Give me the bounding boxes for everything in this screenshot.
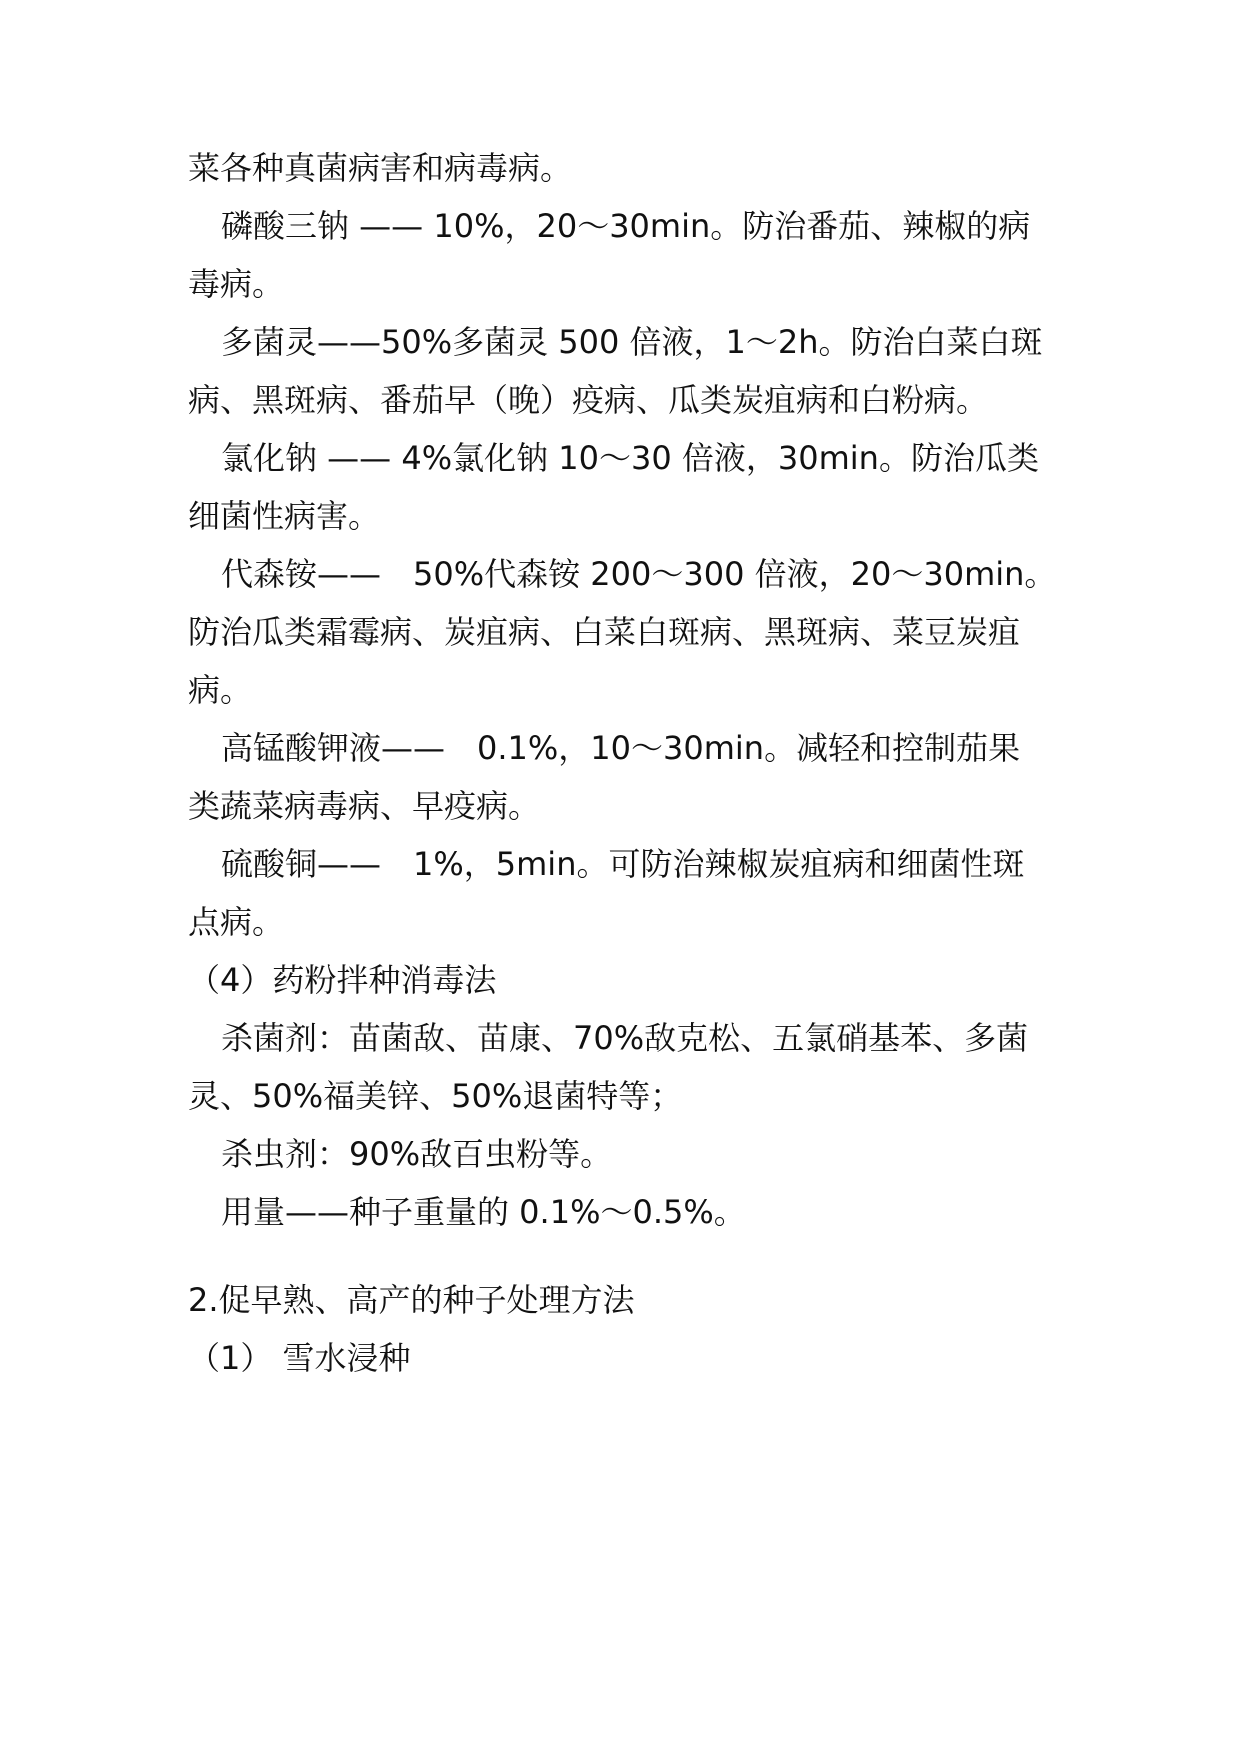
text-line-12: 类蔬菜病毒病、早疫病。: [188, 787, 541, 825]
text-line-1: 菜各种真菌病害和病毒病。: [188, 149, 573, 187]
text-line-8: 代森铵—— 50%代森铵 200～300 倍液，20～30min。: [221, 555, 1057, 593]
text-line-10: 病。: [188, 671, 253, 709]
section-heading-2: 2.促早熟、高产的种子处理方法: [188, 1281, 635, 1319]
text-line-18: 杀虫剂：90%敌百虫粉等。: [221, 1135, 613, 1173]
subsection-heading-1: （1） 雪水浸种: [188, 1339, 411, 1377]
text-line-6: 氯化钠 —— 4%氯化钠 10～30 倍液，30min。防治瓜类: [221, 439, 1039, 477]
text-line-5: 病、黑斑病、番茄早（晚）疫病、瓜类炭疽病和白粉病。: [188, 381, 989, 419]
text-line-3: 毒病。: [188, 265, 285, 303]
text-line-4: 多菌灵——50%多菌灵 500 倍液，1～2h。防治白菜白斑: [221, 323, 1043, 361]
text-line-14: 点病。: [188, 903, 285, 941]
text-line-2: 磷酸三钠 —— 10%，20～30min。防治番茄、辣椒的病: [221, 207, 1031, 245]
text-line-16: 杀菌剂：苗菌敌、苗康、70%敌克松、五氯硝基苯、多菌: [221, 1019, 1029, 1057]
text-line-13: 硫酸铜—— 1%，5min。可防治辣椒炭疽病和细菌性斑: [221, 845, 1025, 883]
text-line-11: 高锰酸钾液—— 0.1%，10～30min。减轻和控制茄果: [221, 729, 1021, 767]
text-line-9: 防治瓜类霜霉病、炭疽病、白菜白斑病、黑斑病、菜豆炭疽: [188, 613, 1021, 651]
section-heading-4: （4）药粉拌种消毒法: [188, 961, 497, 999]
text-line-19: 用量——种子重量的 0.1%～0.5%。: [221, 1193, 746, 1231]
text-line-7: 细菌性病害。: [188, 497, 381, 535]
text-line-17: 灵、50%福美锌、50%退菌特等；: [188, 1077, 683, 1115]
